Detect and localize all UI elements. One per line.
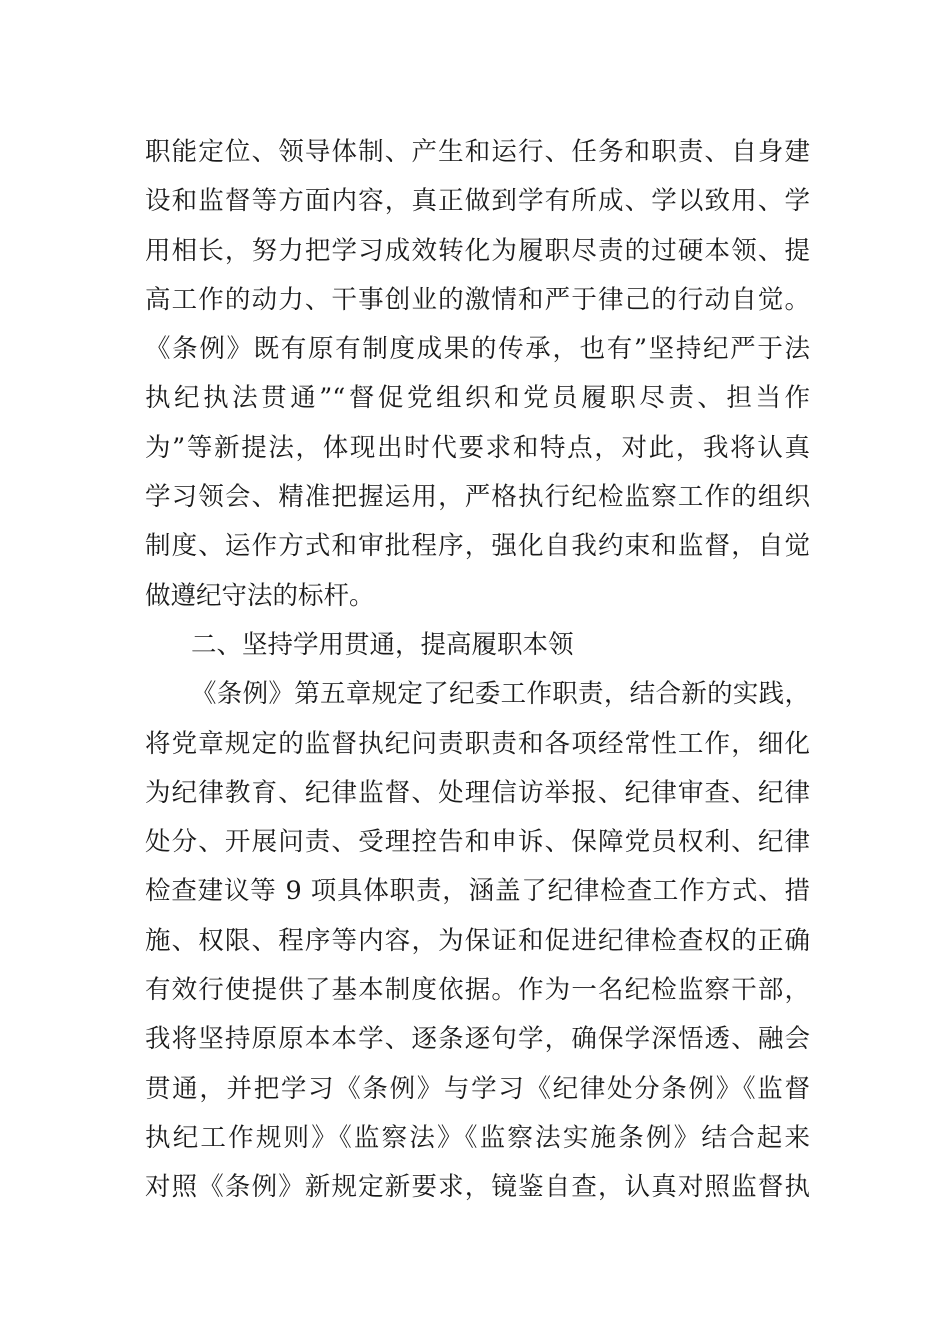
text-line: 执纪工作规则》《监察法》《监察法实施条例》结合起来: [145, 1122, 810, 1153]
text-line: 设和监督等方面内容，真正做到学有所成、学以致用、学: [145, 186, 810, 217]
text-line: 学习领会、精准把握运用，严格执行纪检监察工作的组织: [145, 482, 810, 513]
body-text: [145, 128, 810, 1213]
text-line: 我将坚持原原本本学、逐条逐句学，确保学深悟透、融会: [145, 1024, 810, 1055]
text-line: 《条例》第五章规定了纪委工作职责，结合新的实践，: [191, 679, 810, 710]
text-line: 职能定位、领导体制、产生和运行、任务和职责、自身建: [145, 137, 810, 167]
text-line: 制度、运作方式和审批程序，强化自我约束和监督，自觉: [145, 531, 810, 562]
text-line: 《条例》既有原有制度成果的传承，也有”坚持纪严于法: [145, 334, 810, 365]
text-line: 检查建议等 9 项具体职责，涵盖了纪律检查工作方式、措: [145, 876, 810, 907]
text-line: 为纪律教育、纪律监督、处理信访举报、纪律审查、纪律: [145, 777, 810, 808]
text-line: 做遵纪守法的标杆。: [145, 580, 375, 611]
text-line: 贯通，并把学习《条例》与学习《纪律处分条例》《监督: [145, 1073, 810, 1104]
text-line: 执纪执法贯通”“督促党组织和党员履职尽责、担当作: [145, 383, 810, 414]
text-line: 为”等新提法，体现出时代要求和特点，对此，我将认真: [145, 432, 810, 463]
section-heading: 二、坚持学用贯通，提高履职本领: [191, 629, 574, 660]
text-line: 施、权限、程序等内容，为保证和促进纪律检查权的正确: [145, 925, 810, 956]
text-line: 用相长，努力把学习成效转化为履职尽责的过硬本领、提: [145, 235, 810, 266]
text-line: 对照《条例》新规定新要求，镜鉴自查，认真对照监督执: [145, 1172, 810, 1203]
text-line: 高工作的动力、干事创业的激情和严于律己的行动自觉。: [145, 284, 810, 315]
text-line: 将党章规定的监督执纪问责职责和各项经常性工作，细化: [145, 728, 810, 759]
text-line: 处分、开展问责、受理控告和申诉、保障党员权利、纪律: [145, 827, 810, 858]
text-line: 有效行使提供了基本制度依据。作为一名纪检监察干部，: [145, 975, 810, 1006]
